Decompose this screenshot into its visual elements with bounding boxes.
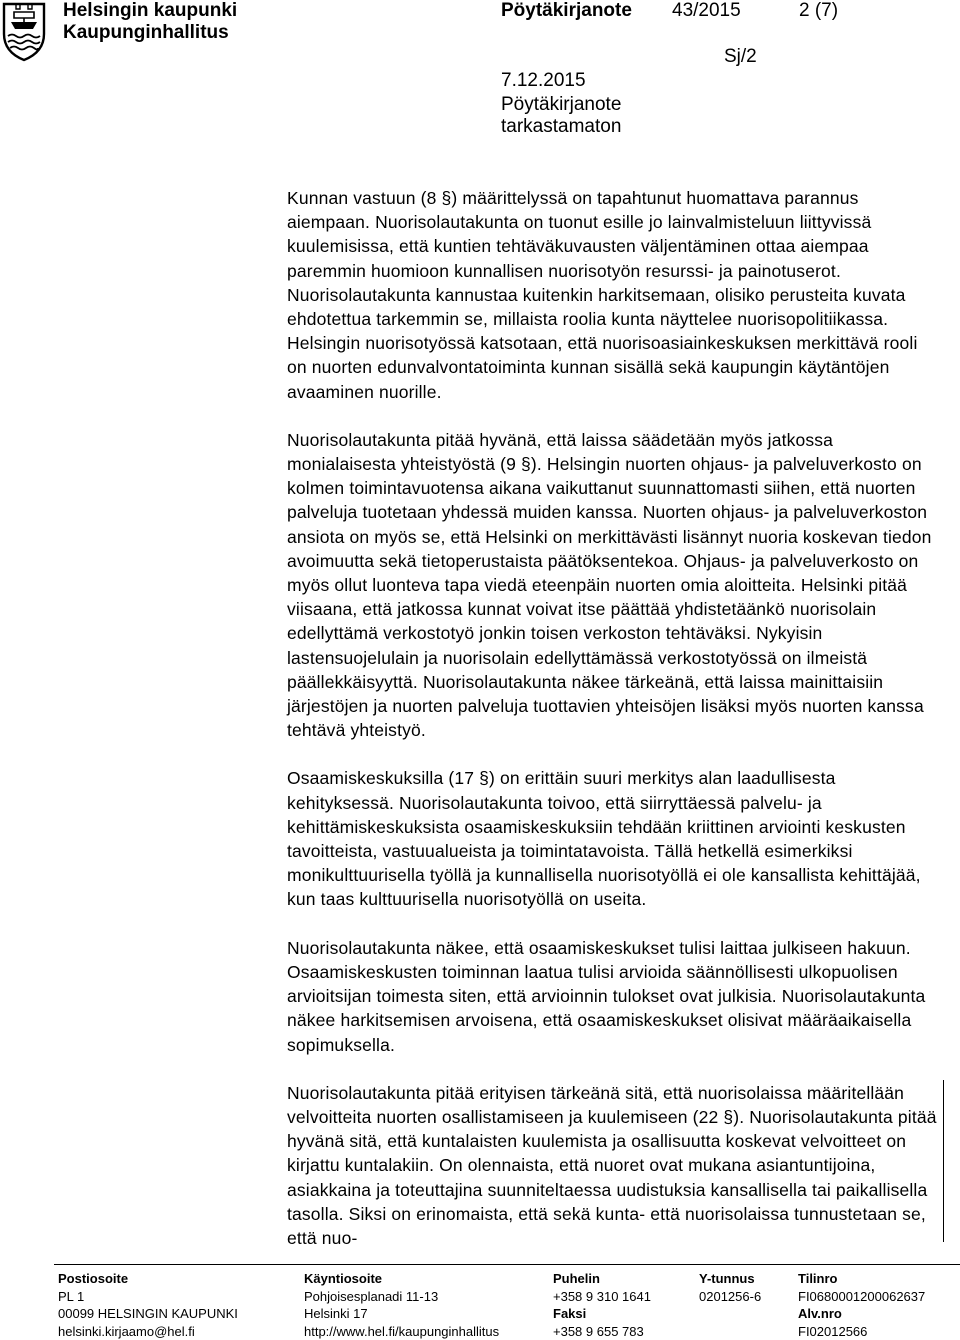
change-bar	[943, 1080, 944, 1242]
paragraph: Osaamiskeskuksilla (17 §) on erittäin suuri merkitys alan laadullisesta kehityksessä. Nuorisolautakunta toivoo, että siirryttäessä palvelu- ja kehittämiskeskuksista osaamiskeskuksiin tehdään kriittinen arviointi keskusten tavoitteista, vastuualueista ja toimintatavoista. Tällä hetkellä esimerkiksi monikulttuurisella työllä ja kunnallisella nuorisotyöllä ei ole kansallista kehittäjää, kun taas kulttuurisella nuorisotyöllä on useita.	[287, 766, 937, 911]
footer-website-link[interactable]: http://www.hel.fi/kaupunginhallitus	[304, 1323, 499, 1340]
footer-account-number: FI0680001200062637	[798, 1288, 925, 1306]
footer-postal-box: PL 1	[58, 1288, 238, 1306]
footer-visiting	[304, 1270, 499, 1340]
footer-divider	[54, 1264, 960, 1265]
footer-vat-number: FI02012566	[798, 1323, 925, 1340]
section-code: Sj/2	[724, 46, 757, 68]
footer-postal-city: 00099 HELSINGIN KAUPUNKI	[58, 1305, 238, 1323]
footer-fax-number: +358 9 655 783	[553, 1323, 651, 1340]
paragraph: Nuorisolautakunta pitää erityisen tärkeänä sitä, että nuorisolaissa määritellään velvoitteita nuorten osallistamiseen ja kuulemiseen (22 §). Nuorisolautakunta pitää hyvänä sitä, että kuntalaisten kuulemista ja osallisuutta koskevat velvoitteet on kirjattu kuntalakiin. On olennaista, että nuoret ovat mukana asiantuntijoina, asiakkaina ja toteuttajina suunniteltaessa uudistuksia kansallisella tai paikallisella tasolla. Siksi on erinomaista, että sekä kunta- että nuorisolaissa tunnustetaan se, että nuo-	[287, 1081, 937, 1250]
footer-fax-heading: Faksi	[553, 1305, 651, 1323]
footer-phone	[553, 1270, 651, 1340]
paragraph: Nuorisolautakunta pitää hyvänä, että laissa säädetään myös jatkossa monialaisesta yhteistyöstä (9 §). Helsingin nuorten ohjaus- ja palveluverkosto on kolmen toimintavuotensa aikana vaikuttanut suunnattomasti siihen, että nuorten palveluja tuotetaan yhdessä muiden kanssa. Nuorten ohjaus- ja palveluverkoston ansiota on myös se, että Helsinki on merkittävästi lisännyt nuoria koskevan tiedon avoimuutta sekä tietoperustaista päätöksentekoa. Ohjaus- ja palveluverkosto on myös ollut luonteva tapa viedä eteenpäin nuorten omia aloitteita. Helsinki pitää viisaana, että jatkossa kunnat voivat itse päättää yhdistetäänkö nuorisolain edellyttämä verkostotyö jonkin toisen verkoston tehtäväksi. Nykyisin lastensuojelulain ja nuorisolain edellyttämässä verkostotyössä on ilmeistä päällekkäisyyttä. Nuorisolautakunta näkee tärkeänä, että laissa mainittaisiin järjestöjen ja nuorten palveluja tuottavien yhteisöjen lisäksi myös nuorten kanssa tehtävä yhteistyö.	[287, 428, 937, 743]
footer-visiting-city: Helsinki 17	[304, 1305, 499, 1323]
footer-account-heading: Tilinro	[798, 1270, 925, 1288]
helsinki-crest-logo	[0, 0, 48, 62]
footer-phone-heading: Puhelin	[553, 1270, 651, 1288]
footer-account	[798, 1270, 925, 1340]
document-date: 7.12.2015	[501, 70, 586, 92]
organization-name: Helsingin kaupunki	[63, 0, 237, 22]
footer-vat-heading: Alv.nro	[798, 1305, 925, 1323]
document-status: Pöytäkirjanote tarkastamaton	[501, 94, 741, 138]
footer-phone-number: +358 9 310 1641	[553, 1288, 651, 1306]
document-type: Pöytäkirjanote	[501, 0, 632, 22]
footer-business-id-value: 0201256-6	[699, 1288, 761, 1306]
footer-visiting-street: Pohjoisesplanadi 11-13	[304, 1288, 499, 1306]
body-text	[287, 186, 937, 1274]
footer-postal-heading: Postiosoite	[58, 1270, 238, 1288]
footer-business-id	[699, 1270, 761, 1305]
footer-visiting-heading: Käyntiosoite	[304, 1270, 499, 1288]
document-number: 43/2015	[672, 0, 741, 22]
footer-business-id-heading: Y-tunnus	[699, 1270, 761, 1288]
footer-postal	[58, 1270, 238, 1340]
paragraph: Kunnan vastuun (8 §) määrittelyssä on tapahtunut huomattava parannus aiempaan. Nuorisolautakunta on tuonut esille jo lainvalmisteluun liittyvissä kuulemisissa, että kuntien tehtäväkuvausten väljentäminen ottaa aiempaa paremmin huomioon kunnallisen nuorisotyön resurssi- ja painotuserot. Nuorisolautakunta kannustaa kuitenkin harkitsemaan, olisiko perusteita kuvata ehdotettua tarkemmin se, millaista roolia kunta näyttelee nuorisopolitiikassa. Helsingin nuorisotyössä katsotaan, että nuorisoasiainkeskuksen merkittävä rooli on nuorten edunvalvontatoiminta kunnan sisällä sekä kaupungin käytäntöjen avaaminen nuorille.	[287, 186, 937, 404]
paragraph: Nuorisolautakunta näkee, että osaamiskeskukset tulisi laittaa julkiseen hakuun. Osaamiskeskusten toiminnan laatua tulisi arvioida säännöllisesti ulkopuolisen arvioitsijan toimesta siten, että arvioinnin tulokset ovat julkisia. Nuorisolautakunta näkee harkitsemisen arvoisena, että osaamiskeskukset olisivat määräaikaisella sopimuksella.	[287, 936, 937, 1057]
footer-email-link[interactable]: helsinki.kirjaamo@hel.fi	[58, 1323, 238, 1340]
organization-body: Kaupunginhallitus	[63, 22, 229, 44]
page-count: 2 (7)	[799, 0, 838, 22]
